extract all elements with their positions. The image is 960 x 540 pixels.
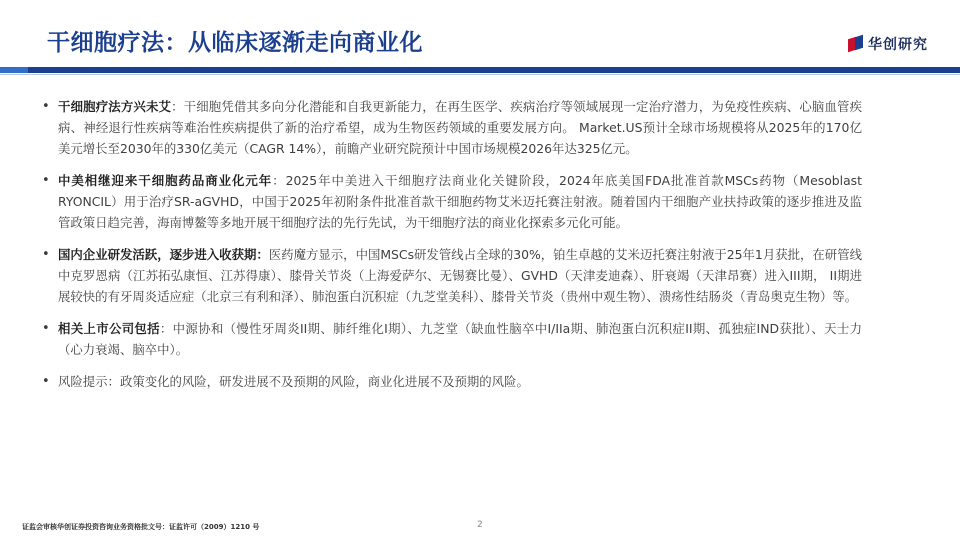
brand-logo — [848, 34, 928, 54]
brand-logo-icon — [848, 36, 864, 52]
bullet-item-2 — [42, 170, 862, 233]
bullet-lead: 中美相继迎来干细胞药品商业化元年 — [58, 173, 273, 188]
bullet-lead: 干细胞疗法方兴未艾 — [58, 99, 172, 114]
bullet-body: 风险提示：政策变化的风险，研发进展不及预期的风险，商业化进展不及预期的风险。 — [58, 374, 529, 389]
bullet-lead: 国内企业研发活跃，逐步进入收获期： — [58, 247, 269, 262]
bullet-text — [58, 318, 862, 360]
bullet-dot-icon: • — [42, 247, 50, 262]
bullet-item-4 — [42, 318, 862, 360]
bullet-dot-icon: • — [42, 99, 50, 114]
bullet-text — [58, 96, 862, 159]
bullet-list — [42, 96, 862, 403]
bullet-text — [58, 170, 862, 233]
bullet-lead: 相关上市公司包括 — [58, 321, 160, 336]
bullet-body: ：干细胞凭借其多向分化潜能和自我更新能力，在再生医学、疾病治疗等领域展现一定治疗潜力，为免疫性疾病、心脑血管疾病、神经退行性疾病等难治性疾病提供了新的治疗希望，成为生物医药领域的重要发展方向。 Market.US预计全球市场规模将从2025年的170亿美元增长至2030年的330亿美元（CAGR 14%），前瞻产业研究院预计中国市场规模2026年达325亿元。 — [58, 99, 863, 156]
header-divider-bar — [0, 67, 960, 73]
header-divider-line — [0, 74, 960, 75]
bullet-body: 医药魔方显示，中国MSCs研发管线占全球的30%，铂生卓越的艾米迈托赛注射液于25年1月获批，在研管线中克罗恩病（江苏拓弘康恒、江苏得康）、膝骨关节炎（上海爱萨尔、无锡赛比曼）、GVHD（天津麦迪森）、肝衰竭（天津昂赛）进入III期， II期进展较快的有牙周炎适应症（北京三有利和泽）、肺泡蛋白沉积症（九芝堂美科）、膝骨关节炎（贵州中观生物）、溃疡性结肠炎（青岛奥克生物）等。 — [58, 247, 862, 304]
bullet-item-1 — [42, 96, 862, 159]
license-note: 证监会审核华创证券投资咨询业务资格批文号：证监许可（2009）1210 号 — [22, 523, 260, 531]
bullet-text — [58, 371, 529, 392]
bullet-dot-icon: • — [42, 321, 50, 336]
bullet-body: ：中源协和（慢性牙周炎II期、肺纤维化I期）、九芝堂（缺血性脑卒中I/IIa期、肺泡蛋白沉积症II期、孤独症IND获批）、天士力（心力衰竭、脑卒中）。 — [58, 321, 862, 357]
bullet-body: ：2025年中美进入干细胞疗法商业化关键阶段，2024年底美国FDA批准首款MSCs药物（Mesoblast RYONCIL）用于治疗SR-aGVHD，中国于2025年初附条件批准首款干细胞药物艾米迈托赛注射液。随着国内干细胞产业扶持政策的逐步推进及监管政策日趋完善，海南博鳌等多地开展干细胞疗法的先行先试，为干细胞疗法的商业化探索多元化可能。 — [58, 173, 862, 230]
brand-logo-text: 华创研究 — [868, 37, 928, 53]
page-title: 干细胞疗法：从临床逐渐走向商业化 — [47, 30, 423, 56]
bullet-dot-icon: • — [42, 173, 50, 188]
bullet-item-3 — [42, 244, 862, 307]
bullet-dot-icon: • — [42, 374, 50, 389]
bullet-text — [58, 244, 862, 307]
bullet-item-5 — [42, 371, 862, 392]
page-number: 2 — [477, 520, 483, 530]
